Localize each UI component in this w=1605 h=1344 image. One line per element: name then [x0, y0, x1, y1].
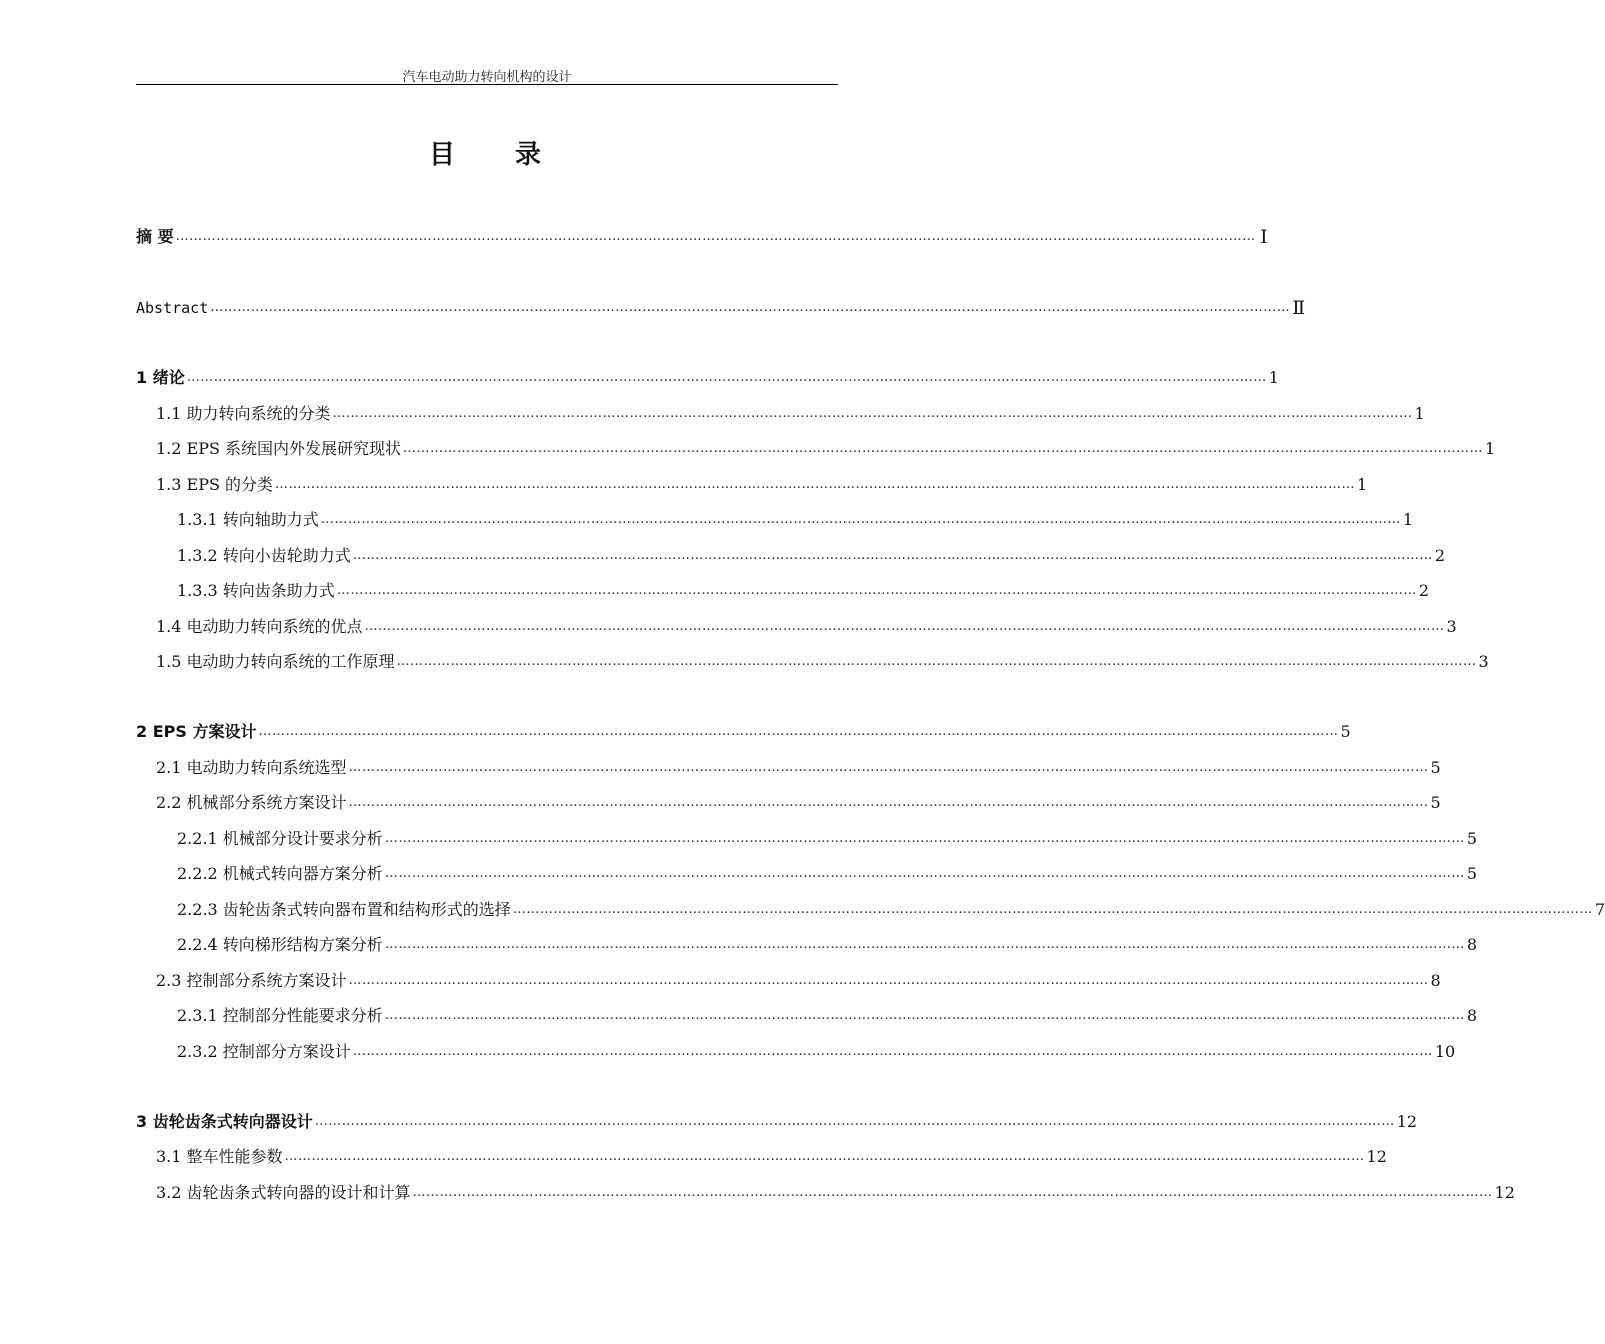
- toc-entry[interactable]: [177, 509, 1413, 531]
- toc-entry-page: 12: [1366, 1147, 1387, 1166]
- toc-entry-page: 2: [1418, 581, 1429, 600]
- toc-entry-label: 2.1 电动助力转向系统选型: [156, 758, 347, 777]
- toc-entry-label: 1.2 EPS 系统国内外发展研究现状: [156, 439, 402, 458]
- toc-entry-label: 3.2 齿轮齿条式转向器的设计和计算: [156, 1183, 411, 1202]
- toc-leader-dots: ……………………………………………………………………………………………………………………………………………………………………………………………………………………: [314, 1114, 1395, 1129]
- title-char-1: 目: [428, 140, 459, 170]
- toc-leader-dots: ……………………………………………………………………………………………………………………………………………………………………………………………………………………: [284, 1149, 1365, 1164]
- toc-leader-dots: ……………………………………………………………………………………………………………………………………………………………………………………………………………………: [336, 583, 1417, 598]
- toc-entry-page: 10: [1434, 1042, 1456, 1061]
- toc-entry-page: 1: [1268, 368, 1279, 387]
- toc-leader-dots: ……………………………………………………………………………………………………………………………………………………………………………………………………………………: [352, 548, 1433, 563]
- toc-entry-label: 3 齿轮齿条式转向器设计: [136, 1112, 313, 1131]
- toc-entry-page: 1: [1414, 404, 1425, 423]
- toc-entry-page: 12: [1494, 1183, 1515, 1202]
- toc-entry-page: 8: [1430, 971, 1441, 990]
- toc-entry[interactable]: [177, 1041, 1456, 1063]
- toc-leader-dots: ……………………………………………………………………………………………………………………………………………………………………………………………………………………: [403, 441, 1484, 456]
- toc-entry[interactable]: [177, 545, 1445, 567]
- toc-entry-page: 8: [1466, 935, 1477, 954]
- toc-entry-page: 5: [1340, 722, 1351, 741]
- toc-entry-label: 1.3.3 转向齿条助力式: [177, 581, 335, 600]
- title-char-2: 录: [515, 140, 546, 170]
- toc-leader-dots: ……………………………………………………………………………………………………………………………………………………………………………………………………………………: [258, 724, 1339, 739]
- toc-entry-page: 2: [1434, 546, 1445, 565]
- toc-entry[interactable]: [136, 226, 1268, 248]
- toc-entry[interactable]: [177, 580, 1429, 602]
- toc-entry-label: 2.3.2 控制部分方案设计: [177, 1042, 351, 1061]
- toc-entry[interactable]: [156, 1182, 1515, 1204]
- toc-entry[interactable]: [156, 970, 1441, 992]
- toc-entry[interactable]: [156, 438, 1496, 460]
- toc-entry-label: 1.3.1 转向轴助力式: [177, 510, 319, 529]
- toc-entry-label: 1.5 电动助力转向系统的工作原理: [156, 652, 395, 671]
- toc-entry-page: 5: [1430, 758, 1441, 777]
- toc-entry-page: 1: [1357, 475, 1368, 494]
- toc-entry-page: Ⅰ: [1260, 226, 1268, 248]
- toc-entry-label: 3.1 整车性能参数: [156, 1147, 283, 1166]
- toc-entry-page: 12: [1396, 1112, 1418, 1131]
- toc-leader-dots: ……………………………………………………………………………………………………………………………………………………………………………………………………………………: [186, 370, 1267, 385]
- toc-entry[interactable]: [136, 1111, 1418, 1133]
- toc-entry-label: 2.2 机械部分系统方案设计: [156, 793, 347, 812]
- toc-leader-dots: ……………………………………………………………………………………………………………………………………………………………………………………………………………………: [384, 866, 1465, 881]
- toc-entry-label: Abstract: [136, 299, 209, 317]
- toc-entry-label: 1 绪论: [136, 368, 185, 387]
- toc-entry-page: 1: [1485, 439, 1496, 458]
- toc-leader-dots: ……………………………………………………………………………………………………………………………………………………………………………………………………………………: [384, 937, 1465, 952]
- toc-entry-page: 3: [1478, 652, 1489, 671]
- toc-entry-label: 2.2.3 齿轮齿条式转向器布置和结构形式的选择: [177, 900, 511, 919]
- toc-entry[interactable]: [156, 1146, 1387, 1168]
- toc-leader-dots: ……………………………………………………………………………………………………………………………………………………………………………………………………………………: [332, 406, 1413, 421]
- toc-entry-label: 2.2.1 机械部分设计要求分析: [177, 829, 383, 848]
- page-title: [136, 134, 838, 171]
- toc-entry-page: 1: [1402, 510, 1413, 529]
- toc-entry-page: Ⅱ: [1292, 297, 1306, 319]
- running-header: 汽车电动助力转向机构的设计: [402, 70, 572, 85]
- toc-entry[interactable]: [177, 934, 1477, 956]
- toc-entry[interactable]: [177, 1005, 1477, 1027]
- toc-entry-label: 1.3 EPS 的分类: [156, 475, 274, 494]
- toc-entry-label: 1.4 电动助力转向系统的优点: [156, 617, 363, 636]
- toc-leader-dots: ……………………………………………………………………………………………………………………………………………………………………………………………………………………: [396, 654, 1477, 669]
- toc-leader-dots: ……………………………………………………………………………………………………………………………………………………………………………………………………………………: [348, 760, 1429, 775]
- toc-entry-label: 2.3 控制部分系统方案设计: [156, 971, 347, 990]
- toc-entry-label: 1.1 助力转向系统的分类: [156, 404, 331, 423]
- toc-entry[interactable]: [156, 651, 1489, 673]
- toc-leader-dots: ……………………………………………………………………………………………………………………………………………………………………………………………………………………: [384, 1008, 1465, 1023]
- toc-entry-label: 1.3.2 转向小齿轮助力式: [177, 546, 351, 565]
- toc-entry[interactable]: [177, 828, 1477, 850]
- toc-entry[interactable]: [177, 863, 1477, 885]
- toc-entry-page: 7: [1594, 900, 1605, 919]
- toc-leader-dots: ……………………………………………………………………………………………………………………………………………………………………………………………………………………: [364, 619, 1445, 634]
- toc-entry[interactable]: [156, 403, 1425, 425]
- toc-entry[interactable]: [156, 474, 1368, 496]
- toc-entry-label: 2.2.2 机械式转向器方案分析: [177, 864, 383, 883]
- toc-entry[interactable]: [136, 721, 1351, 743]
- toc-entry-label: 摘 要: [136, 227, 174, 246]
- toc-leader-dots: ……………………………………………………………………………………………………………………………………………………………………………………………………………………: [348, 795, 1429, 810]
- toc-entry[interactable]: [156, 757, 1441, 779]
- toc-entry[interactable]: [177, 899, 1605, 921]
- toc-entry-page: 5: [1430, 793, 1441, 812]
- toc-entry-label: 2 EPS 方案设计: [136, 722, 257, 741]
- toc-entry-label: 2.3.1 控制部分性能要求分析: [177, 1006, 383, 1025]
- toc-leader-dots: ……………………………………………………………………………………………………………………………………………………………………………………………………………………: [352, 1044, 1433, 1059]
- toc-leader-dots: ……………………………………………………………………………………………………………………………………………………………………………………………………………………: [320, 512, 1401, 527]
- toc-leader-dots: ……………………………………………………………………………………………………………………………………………………………………………………………………………………: [412, 1185, 1493, 1200]
- toc-leader-dots: ……………………………………………………………………………………………………………………………………………………………………………………………………………………: [175, 229, 1256, 244]
- toc-entry-page: 3: [1446, 617, 1457, 636]
- toc-entry[interactable]: [156, 616, 1457, 638]
- toc-entry[interactable]: [136, 367, 1279, 389]
- toc-entry-page: 5: [1466, 829, 1477, 848]
- toc-leader-dots: ……………………………………………………………………………………………………………………………………………………………………………………………………………………: [348, 973, 1429, 988]
- header-rule: [136, 84, 838, 85]
- toc-entry[interactable]: [156, 792, 1441, 814]
- toc-leader-dots: ……………………………………………………………………………………………………………………………………………………………………………………………………………………: [275, 477, 1356, 492]
- toc-entry-page: 8: [1466, 1006, 1477, 1025]
- toc-leader-dots: ……………………………………………………………………………………………………………………………………………………………………………………………………………………: [512, 902, 1593, 917]
- toc-leader-dots: ……………………………………………………………………………………………………………………………………………………………………………………………………………………: [210, 300, 1291, 315]
- toc-entry-label: 2.2.4 转向梯形结构方案分析: [177, 935, 383, 954]
- toc-entry[interactable]: [136, 297, 1306, 319]
- toc-entry-page: 5: [1466, 864, 1477, 883]
- toc-leader-dots: ……………………………………………………………………………………………………………………………………………………………………………………………………………………: [384, 831, 1465, 846]
